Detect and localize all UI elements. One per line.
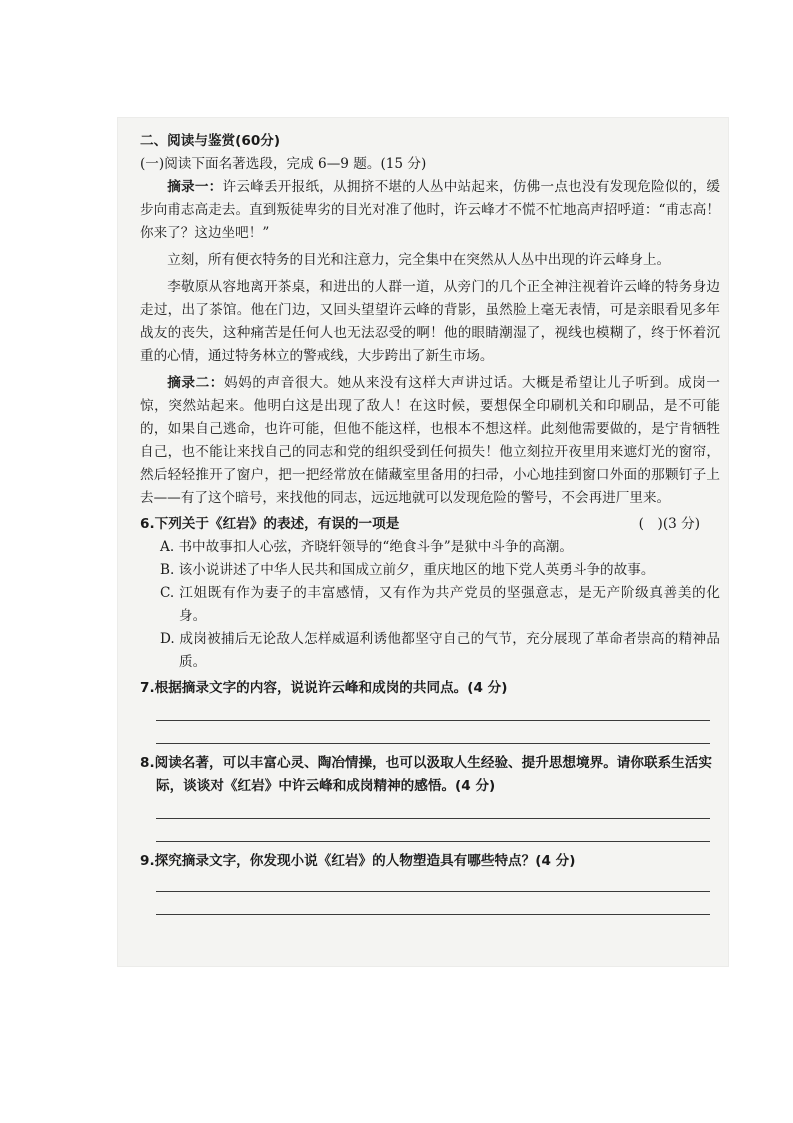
excerpt2-paragraph [140, 372, 720, 510]
question-8-number: 8. [140, 755, 155, 771]
question-7-text: 根据摘录文字的内容，说说许云峰和成岗的共同点。(4 分) [154, 680, 508, 696]
excerpt2-text: 妈妈的声音很大。她从来没有这样大声讲过话。大概是希望让儿子听到。成岗一惊，突然站起来。他明白这是出现了敌人！在这时候，要想保全印刷机关和印刷品，是不可能的，如果自己逃命，也许可能，但他不能这样，也根本不想这样。此刻他需要做的，是宁肯牺牲自己，也不能让来找自己的同志和党的组织受到任何损失！他立刻拉开夜里用来遮灯光的窗帘，然后轻轻推开了窗户，把一把经常放在储藏室里备用的扫帚，小心地挂到窗口外面的那颗钉子上去——有了这个暗号，来找他的同志，远远地就可以发现危险的警号，不会再进厂里来。 [140, 375, 721, 506]
answer-line[interactable] [156, 914, 710, 915]
answer-line[interactable] [156, 841, 710, 842]
answer-bracket[interactable]: ( )(3 分) [638, 516, 700, 532]
excerpt2-label: 摘录二： [167, 375, 224, 391]
question-9-stem [140, 850, 720, 873]
question-8-stem [140, 752, 720, 798]
option-c: C. 江姐既有作为妻子的丰富感情，又有作为共产党员的坚强意志，是无产阶级真善美的化身。 [160, 585, 720, 624]
question-6-number: 6. [140, 516, 155, 532]
question-9-number: 9. [140, 853, 155, 869]
question-7 [140, 677, 720, 744]
question-6-text: 下列关于《红岩》的表述，有误的一项是 [154, 516, 400, 532]
question-7-stem [140, 677, 720, 700]
option-d: D. 成岗被捕后无论敌人怎样威逼利诱他都坚守自己的气节，充分展现了革命者崇高的精神品质。 [160, 631, 720, 670]
option-b: B. 该小说讲述了中华人民共和国成立前夕，重庆地区的地下党人英勇斗争的故事。 [160, 562, 655, 578]
excerpt1-text-1: 许云峰丢开报纸，从拥挤不堪的人丛中站起来，仿佛一点也没有发现危险似的，缓步向甫志高走去。直到叛徒卑劣的目光对准了他时，许云峰才不慌不忙地高声招呼道：“甫志高！你来了？这边坐吧！” [140, 179, 721, 241]
section-subtitle: (一)阅读下面名著选段，完成 6—9 题。(15 分) [140, 156, 427, 172]
question-9-text: 探究摘录文字，你发现小说《红岩》的人物塑造具有哪些特点？(4 分) [154, 853, 576, 869]
excerpt1-paragraph-3: 李敬原从容地离开茶桌，和进出的人群一道，从旁门的几个正全神注视着许云峰的特务身边走过，出了茶馆。他在门边，又回头望望许云峰的背影，虽然脸上毫无表情，可是亲眼看见多年战友的丧失，这种痛苦是任何人也无法忍受的啊！他的眼睛潮湿了，视线也模糊了，终于怀着沉重的心情，通过特务林立的警戒线，大步跨出了新生市场。 [140, 279, 720, 364]
section-title: 二、阅读与鉴赏(60分) [140, 133, 281, 149]
question-7-number: 7. [140, 680, 155, 696]
question-6-options [140, 536, 720, 674]
excerpt1-label: 摘录一： [167, 179, 223, 195]
question-6-stem [140, 513, 720, 536]
excerpt1-paragraph-1 [140, 176, 720, 245]
reading-section [140, 130, 720, 915]
question-9 [140, 850, 720, 915]
excerpt1-paragraph-2: 立刻，所有便衣特务的目光和注意力，完全集中在突然从人丛中出现的许云峰身上。 [167, 252, 671, 268]
answer-line[interactable] [156, 743, 710, 744]
option-a: A. 书中故事扣人心弦，齐晓轩领导的“绝食斗争”是狱中斗争的高潮。 [160, 539, 573, 555]
question-8 [140, 752, 720, 842]
question-8-text: 阅读名著，可以丰富心灵、陶冶情操，也可以汲取人生经验、提升思想境界。请你联系生活实际，谈谈对《红岩》中许云峰和成岗精神的感悟。(4 分) [154, 755, 712, 794]
question-6 [140, 513, 720, 674]
